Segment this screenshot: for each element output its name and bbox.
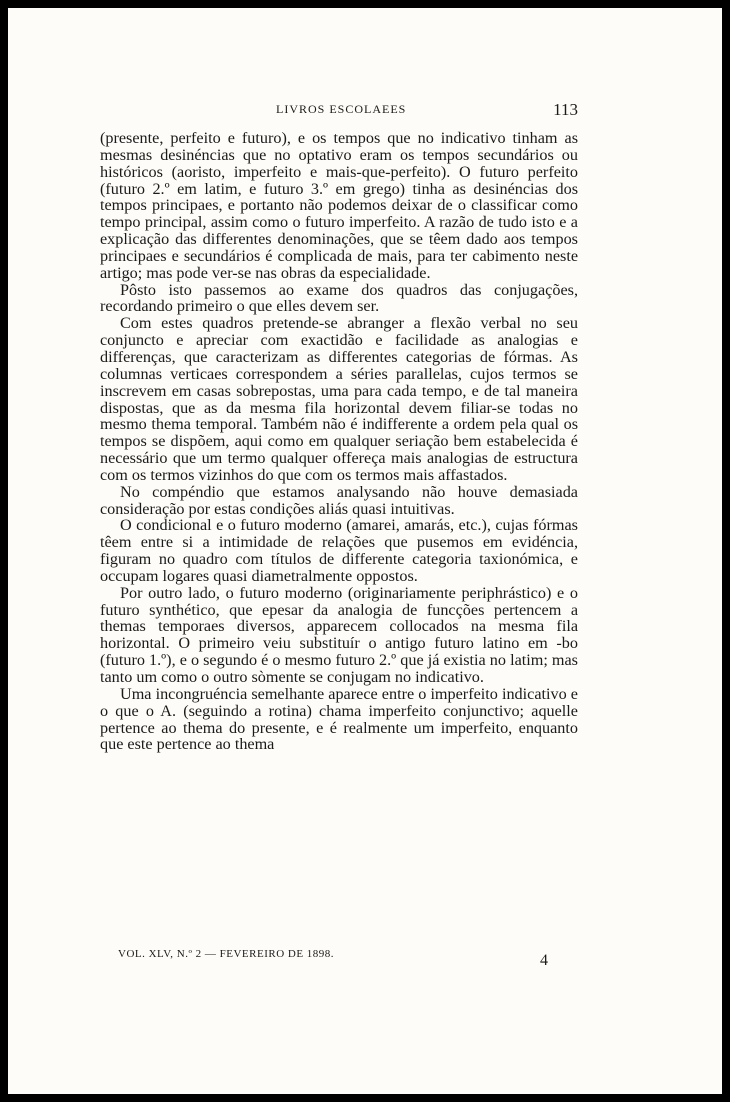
page xyxy=(8,8,722,1094)
paragraph: (presente, perfeito e futuro), e os tempos que no indicativo tinham as mesmas desinéncias que no optativo eram os tempos secundários ou históricos (aoristo, imperfeito e mais-que-perfeito). O futuro perfeito (futuro 2.º em latim, e futuro 3.º em grego) tinha as desinéncias dos tempos principaes, e portanto não podemos deixar de o classificar como tempo principal, assim como o futuro imperfeito. A razão de tudo isto e a explicação das differentes denominações, que se têem dado aos tempos principaes e secundários é complicada de mais, para ter cabimento neste artigo; mas pode ver-se nas obras da especialidade. xyxy=(100,129,578,282)
paragraph: Pôsto isto passemos ao exame dos quadros das conjugações, recordando primeiro o que elles devem ser. xyxy=(100,280,578,316)
volume-info: VOL. XLV, N.º 2 — FEVEREIRO DE 1898. xyxy=(118,948,335,960)
body-text xyxy=(100,130,578,753)
paragraph: O condicional e o futuro moderno (amarei, amarás, etc.), cujas fórmas têem entre si a intimidade de relações que pusemos em evidéncia, figuram no quadro com títulos de differente categoria taxionómica, e occupam logares quasi diametralmente oppostos. xyxy=(100,516,578,585)
paragraph: No compéndio que estamos analysando não houve demasiada consideração por estas condições aliás quasi intuitivas. xyxy=(100,482,578,518)
paragraph: Com estes quadros pretende-se abranger a flexão verbal no seu conjuncto e apreciar com exactidão e facilidade as analogias e differenças, que caracterizam as differentes categorias de fórmas. As columnas verticaes correspondem a séries parallelas, cujos termos se inscrevem em casas sobrepostas, uma para cada tempo, e de tal maneira dispostas, que as da mesma fila horizontal devem filiar-se todas no mesmo thema temporal. Também não é indifferente a ordem pela qual os tempos se dispõem, aqui como em qualquer seriação bem estabelecida é necessário que um termo qualquer offereça mais analogias de estructura com os termos vizinhos do que com os termos mais affastados. xyxy=(100,314,578,484)
running-head xyxy=(100,102,578,122)
page-number: 113 xyxy=(553,100,578,119)
running-title: LIVROS ESCOLAEES xyxy=(276,102,407,116)
paragraph: Por outro lado, o futuro moderno (originariamente periphrástico) e o futuro synthético, que epesar da analogia de funcções pertencem a themas temporaes diversos, apparecem collocados na mesma fila horizontal. O primeiro veiu substituír o antigo futuro latino em -bo (futuro 1.º), e o segundo é o mesmo futuro 2.º que já existia no latim; mas tanto um como o outro sòmente se conjugam no indicativo. xyxy=(100,583,578,686)
paragraph: Uma incongruéncia semelhante aparece entre o imperfeito indicativo e o que o A. (seguindo a rotina) chama imperfeito conjunctivo; aquelle pertence ao thema do presente, e é realmente um imperfeito, enquanto que este pertence ao thema xyxy=(100,684,578,754)
signature-mark: 4 xyxy=(540,952,548,969)
footer xyxy=(118,948,558,968)
